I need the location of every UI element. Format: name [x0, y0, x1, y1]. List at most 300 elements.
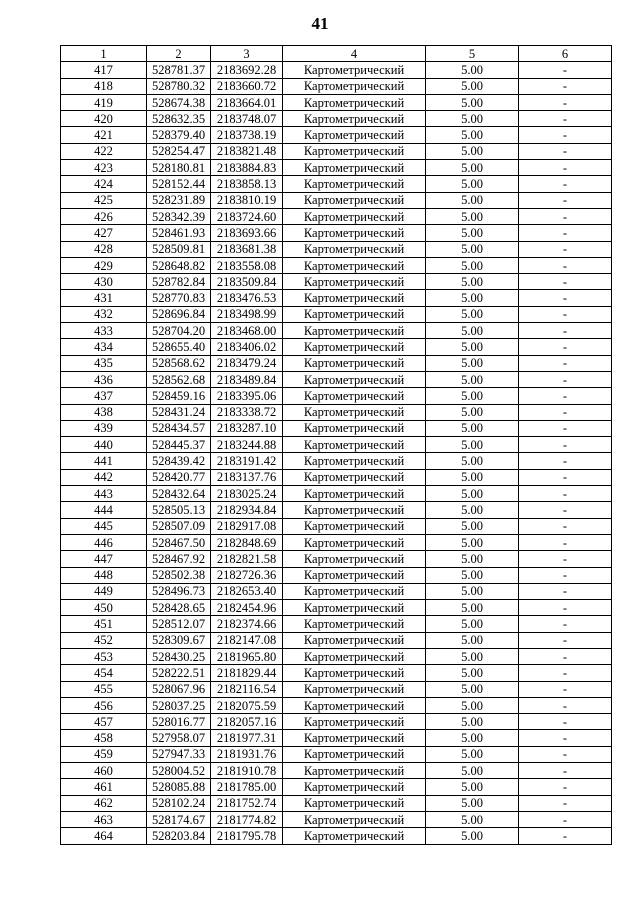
point-number-cell: 431 [61, 290, 147, 306]
x-coordinate-cell: 528780.32 [147, 78, 211, 94]
description-cell: - [519, 714, 612, 730]
description-cell: - [519, 730, 612, 746]
description-cell: - [519, 176, 612, 192]
method-cell: Картометрический [283, 730, 426, 746]
y-coordinate-cell: 2181965.80 [211, 648, 283, 664]
table-row [61, 192, 612, 208]
table-row [61, 437, 612, 453]
accuracy-cell: 5.00 [426, 339, 519, 355]
point-number-cell: 432 [61, 306, 147, 322]
y-coordinate-cell: 2183693.66 [211, 225, 283, 241]
table-header-row [61, 46, 612, 62]
accuracy-cell: 5.00 [426, 567, 519, 583]
description-cell: - [519, 225, 612, 241]
method-cell: Картометрический [283, 241, 426, 257]
table-row [61, 616, 612, 632]
description-cell: - [519, 763, 612, 779]
table-row [61, 697, 612, 713]
table-row [61, 306, 612, 322]
table-row [61, 828, 612, 844]
point-number-cell: 454 [61, 665, 147, 681]
point-number-cell: 430 [61, 274, 147, 290]
description-cell: - [519, 339, 612, 355]
accuracy-cell: 5.00 [426, 502, 519, 518]
description-cell: - [519, 746, 612, 762]
x-coordinate-cell: 528770.83 [147, 290, 211, 306]
method-cell: Картометрический [283, 502, 426, 518]
point-number-cell: 451 [61, 616, 147, 632]
x-coordinate-cell: 528231.89 [147, 192, 211, 208]
point-number-cell: 450 [61, 600, 147, 616]
x-coordinate-cell: 528037.25 [147, 697, 211, 713]
x-coordinate-cell: 528568.62 [147, 355, 211, 371]
accuracy-cell: 5.00 [426, 665, 519, 681]
point-number-cell: 424 [61, 176, 147, 192]
method-cell: Картометрический [283, 811, 426, 827]
x-coordinate-cell: 528632.35 [147, 111, 211, 127]
accuracy-cell: 5.00 [426, 371, 519, 387]
description-cell: - [519, 486, 612, 502]
description-cell: - [519, 534, 612, 550]
x-coordinate-cell: 528174.67 [147, 811, 211, 827]
accuracy-cell: 5.00 [426, 404, 519, 420]
x-coordinate-cell: 528430.25 [147, 648, 211, 664]
x-coordinate-cell: 528180.81 [147, 160, 211, 176]
y-coordinate-cell: 2182454.96 [211, 600, 283, 616]
method-cell: Картометрический [283, 192, 426, 208]
accuracy-cell: 5.00 [426, 420, 519, 436]
y-coordinate-cell: 2182057.16 [211, 714, 283, 730]
method-cell: Картометрический [283, 388, 426, 404]
accuracy-cell: 5.00 [426, 551, 519, 567]
column-header: 2 [147, 46, 211, 62]
accuracy-cell: 5.00 [426, 274, 519, 290]
point-number-cell: 449 [61, 583, 147, 599]
method-cell: Картометрический [283, 323, 426, 339]
accuracy-cell: 5.00 [426, 583, 519, 599]
description-cell: - [519, 388, 612, 404]
method-cell: Картометрический [283, 779, 426, 795]
point-number-cell: 425 [61, 192, 147, 208]
table-row [61, 241, 612, 257]
description-cell: - [519, 208, 612, 224]
point-number-cell: 420 [61, 111, 147, 127]
table-row [61, 160, 612, 176]
point-number-cell: 452 [61, 632, 147, 648]
point-number-cell: 462 [61, 795, 147, 811]
y-coordinate-cell: 2183479.24 [211, 355, 283, 371]
table-row [61, 551, 612, 567]
method-cell: Картометрический [283, 600, 426, 616]
y-coordinate-cell: 2182821.58 [211, 551, 283, 567]
method-cell: Картометрический [283, 437, 426, 453]
point-number-cell: 438 [61, 404, 147, 420]
table-row [61, 404, 612, 420]
method-cell: Картометрический [283, 583, 426, 599]
y-coordinate-cell: 2183884.83 [211, 160, 283, 176]
table-row [61, 583, 612, 599]
description-cell: - [519, 681, 612, 697]
method-cell: Картометрический [283, 257, 426, 273]
description-cell: - [519, 371, 612, 387]
table-row [61, 339, 612, 355]
table-row [61, 371, 612, 387]
accuracy-cell: 5.00 [426, 437, 519, 453]
y-coordinate-cell: 2183489.84 [211, 371, 283, 387]
y-coordinate-cell: 2181829.44 [211, 665, 283, 681]
method-cell: Картометрический [283, 290, 426, 306]
y-coordinate-cell: 2182917.08 [211, 518, 283, 534]
method-cell: Картометрический [283, 681, 426, 697]
description-cell: - [519, 648, 612, 664]
method-cell: Картометрический [283, 795, 426, 811]
y-coordinate-cell: 2183025.24 [211, 486, 283, 502]
description-cell: - [519, 111, 612, 127]
x-coordinate-cell: 528445.37 [147, 437, 211, 453]
table-row [61, 730, 612, 746]
accuracy-cell: 5.00 [426, 828, 519, 844]
y-coordinate-cell: 2183821.48 [211, 143, 283, 159]
y-coordinate-cell: 2183498.99 [211, 306, 283, 322]
y-coordinate-cell: 2183858.13 [211, 176, 283, 192]
point-number-cell: 459 [61, 746, 147, 762]
point-number-cell: 455 [61, 681, 147, 697]
method-cell: Картометрический [283, 453, 426, 469]
point-number-cell: 421 [61, 127, 147, 143]
accuracy-cell: 5.00 [426, 143, 519, 159]
point-number-cell: 435 [61, 355, 147, 371]
method-cell: Картометрический [283, 763, 426, 779]
point-number-cell: 463 [61, 811, 147, 827]
accuracy-cell: 5.00 [426, 763, 519, 779]
description-cell: - [519, 290, 612, 306]
description-cell: - [519, 453, 612, 469]
x-coordinate-cell: 528309.67 [147, 632, 211, 648]
accuracy-cell: 5.00 [426, 192, 519, 208]
y-coordinate-cell: 2183660.72 [211, 78, 283, 94]
table-row [61, 600, 612, 616]
description-cell: - [519, 551, 612, 567]
table-row [61, 225, 612, 241]
y-coordinate-cell: 2181752.74 [211, 795, 283, 811]
description-cell: - [519, 583, 612, 599]
x-coordinate-cell: 528782.84 [147, 274, 211, 290]
y-coordinate-cell: 2183244.88 [211, 437, 283, 453]
accuracy-cell: 5.00 [426, 453, 519, 469]
x-coordinate-cell: 528203.84 [147, 828, 211, 844]
point-number-cell: 422 [61, 143, 147, 159]
description-cell: - [519, 518, 612, 534]
column-header: 5 [426, 46, 519, 62]
x-coordinate-cell: 528505.13 [147, 502, 211, 518]
y-coordinate-cell: 2183664.01 [211, 94, 283, 110]
accuracy-cell: 5.00 [426, 600, 519, 616]
accuracy-cell: 5.00 [426, 241, 519, 257]
description-cell: - [519, 420, 612, 436]
x-coordinate-cell: 528004.52 [147, 763, 211, 779]
description-cell: - [519, 665, 612, 681]
point-number-cell: 434 [61, 339, 147, 355]
table-body [61, 62, 612, 844]
point-number-cell: 447 [61, 551, 147, 567]
accuracy-cell: 5.00 [426, 257, 519, 273]
point-number-cell: 446 [61, 534, 147, 550]
description-cell: - [519, 828, 612, 844]
y-coordinate-cell: 2182075.59 [211, 697, 283, 713]
y-coordinate-cell: 2183406.02 [211, 339, 283, 355]
x-coordinate-cell: 528379.40 [147, 127, 211, 143]
x-coordinate-cell: 528085.88 [147, 779, 211, 795]
y-coordinate-cell: 2183191.42 [211, 453, 283, 469]
description-cell: - [519, 62, 612, 78]
point-number-cell: 439 [61, 420, 147, 436]
x-coordinate-cell: 528467.92 [147, 551, 211, 567]
description-cell: - [519, 795, 612, 811]
x-coordinate-cell: 528342.39 [147, 208, 211, 224]
method-cell: Картометрический [283, 404, 426, 420]
y-coordinate-cell: 2182374.66 [211, 616, 283, 632]
x-coordinate-cell: 528696.84 [147, 306, 211, 322]
x-coordinate-cell: 528420.77 [147, 469, 211, 485]
method-cell: Картометрический [283, 78, 426, 94]
y-coordinate-cell: 2183287.10 [211, 420, 283, 436]
y-coordinate-cell: 2181931.76 [211, 746, 283, 762]
accuracy-cell: 5.00 [426, 388, 519, 404]
x-coordinate-cell: 528428.65 [147, 600, 211, 616]
description-cell: - [519, 274, 612, 290]
accuracy-cell: 5.00 [426, 714, 519, 730]
y-coordinate-cell: 2183558.08 [211, 257, 283, 273]
y-coordinate-cell: 2183468.00 [211, 323, 283, 339]
method-cell: Картометрический [283, 828, 426, 844]
description-cell: - [519, 811, 612, 827]
x-coordinate-cell: 527947.33 [147, 746, 211, 762]
table-row [61, 632, 612, 648]
y-coordinate-cell: 2182726.36 [211, 567, 283, 583]
accuracy-cell: 5.00 [426, 697, 519, 713]
table-row [61, 534, 612, 550]
point-number-cell: 441 [61, 453, 147, 469]
method-cell: Картометрический [283, 665, 426, 681]
accuracy-cell: 5.00 [426, 290, 519, 306]
y-coordinate-cell: 2183509.84 [211, 274, 283, 290]
y-coordinate-cell: 2183692.28 [211, 62, 283, 78]
x-coordinate-cell: 528016.77 [147, 714, 211, 730]
accuracy-cell: 5.00 [426, 62, 519, 78]
accuracy-cell: 5.00 [426, 208, 519, 224]
x-coordinate-cell: 528562.68 [147, 371, 211, 387]
accuracy-cell: 5.00 [426, 486, 519, 502]
description-cell: - [519, 355, 612, 371]
method-cell: Картометрический [283, 697, 426, 713]
point-number-cell: 426 [61, 208, 147, 224]
description-cell: - [519, 697, 612, 713]
method-cell: Картометрический [283, 551, 426, 567]
method-cell: Картометрический [283, 176, 426, 192]
y-coordinate-cell: 2183137.76 [211, 469, 283, 485]
table-row [61, 746, 612, 762]
method-cell: Картометрический [283, 208, 426, 224]
accuracy-cell: 5.00 [426, 534, 519, 550]
x-coordinate-cell: 528459.16 [147, 388, 211, 404]
x-coordinate-cell: 528067.96 [147, 681, 211, 697]
x-coordinate-cell: 528461.93 [147, 225, 211, 241]
table-row [61, 388, 612, 404]
method-cell: Картометрический [283, 420, 426, 436]
accuracy-cell: 5.00 [426, 111, 519, 127]
method-cell: Картометрический [283, 534, 426, 550]
x-coordinate-cell: 527958.07 [147, 730, 211, 746]
x-coordinate-cell: 528254.47 [147, 143, 211, 159]
table-row [61, 323, 612, 339]
y-coordinate-cell: 2183810.19 [211, 192, 283, 208]
x-coordinate-cell: 528439.42 [147, 453, 211, 469]
column-header: 1 [61, 46, 147, 62]
x-coordinate-cell: 528496.73 [147, 583, 211, 599]
table-row [61, 208, 612, 224]
table-row [61, 290, 612, 306]
y-coordinate-cell: 2183724.60 [211, 208, 283, 224]
accuracy-cell: 5.00 [426, 811, 519, 827]
y-coordinate-cell: 2183748.07 [211, 111, 283, 127]
description-cell: - [519, 437, 612, 453]
coordinates-table [60, 45, 612, 845]
y-coordinate-cell: 2183476.53 [211, 290, 283, 306]
method-cell: Картометрический [283, 616, 426, 632]
method-cell: Картометрический [283, 632, 426, 648]
x-coordinate-cell: 528431.24 [147, 404, 211, 420]
point-number-cell: 453 [61, 648, 147, 664]
accuracy-cell: 5.00 [426, 225, 519, 241]
accuracy-cell: 5.00 [426, 779, 519, 795]
table-row [61, 714, 612, 730]
accuracy-cell: 5.00 [426, 681, 519, 697]
description-cell: - [519, 192, 612, 208]
x-coordinate-cell: 528648.82 [147, 257, 211, 273]
accuracy-cell: 5.00 [426, 746, 519, 762]
y-coordinate-cell: 2183681.38 [211, 241, 283, 257]
description-cell: - [519, 127, 612, 143]
accuracy-cell: 5.00 [426, 469, 519, 485]
table-row [61, 62, 612, 78]
table-row [61, 518, 612, 534]
description-cell: - [519, 257, 612, 273]
description-cell: - [519, 94, 612, 110]
y-coordinate-cell: 2182116.54 [211, 681, 283, 697]
x-coordinate-cell: 528434.57 [147, 420, 211, 436]
point-number-cell: 464 [61, 828, 147, 844]
accuracy-cell: 5.00 [426, 94, 519, 110]
method-cell: Картометрический [283, 339, 426, 355]
method-cell: Картометрический [283, 306, 426, 322]
method-cell: Картометрический [283, 160, 426, 176]
accuracy-cell: 5.00 [426, 176, 519, 192]
table-row [61, 567, 612, 583]
method-cell: Картометрический [283, 469, 426, 485]
column-header: 3 [211, 46, 283, 62]
point-number-cell: 461 [61, 779, 147, 795]
accuracy-cell: 5.00 [426, 160, 519, 176]
table-row [61, 779, 612, 795]
table-row [61, 648, 612, 664]
description-cell: - [519, 502, 612, 518]
accuracy-cell: 5.00 [426, 355, 519, 371]
y-coordinate-cell: 2181774.82 [211, 811, 283, 827]
x-coordinate-cell: 528152.44 [147, 176, 211, 192]
column-header: 4 [283, 46, 426, 62]
x-coordinate-cell: 528467.50 [147, 534, 211, 550]
point-number-cell: 458 [61, 730, 147, 746]
table-row [61, 274, 612, 290]
method-cell: Картометрический [283, 274, 426, 290]
description-cell: - [519, 469, 612, 485]
method-cell: Картометрический [283, 143, 426, 159]
point-number-cell: 457 [61, 714, 147, 730]
y-coordinate-cell: 2182848.69 [211, 534, 283, 550]
accuracy-cell: 5.00 [426, 616, 519, 632]
method-cell: Картометрический [283, 127, 426, 143]
point-number-cell: 440 [61, 437, 147, 453]
x-coordinate-cell: 528102.24 [147, 795, 211, 811]
y-coordinate-cell: 2181910.78 [211, 763, 283, 779]
table-row [61, 502, 612, 518]
point-number-cell: 456 [61, 697, 147, 713]
accuracy-cell: 5.00 [426, 306, 519, 322]
point-number-cell: 423 [61, 160, 147, 176]
point-number-cell: 433 [61, 323, 147, 339]
method-cell: Картометрический [283, 62, 426, 78]
table-row [61, 127, 612, 143]
method-cell: Картометрический [283, 518, 426, 534]
table-row [61, 811, 612, 827]
point-number-cell: 436 [61, 371, 147, 387]
accuracy-cell: 5.00 [426, 78, 519, 94]
method-cell: Картометрический [283, 94, 426, 110]
table-row [61, 486, 612, 502]
x-coordinate-cell: 528674.38 [147, 94, 211, 110]
method-cell: Картометрический [283, 746, 426, 762]
table-row [61, 665, 612, 681]
point-number-cell: 442 [61, 469, 147, 485]
table-row [61, 763, 612, 779]
point-number-cell: 460 [61, 763, 147, 779]
x-coordinate-cell: 528507.09 [147, 518, 211, 534]
description-cell: - [519, 323, 612, 339]
method-cell: Картометрический [283, 714, 426, 730]
y-coordinate-cell: 2183338.72 [211, 404, 283, 420]
method-cell: Картометрический [283, 225, 426, 241]
y-coordinate-cell: 2181785.00 [211, 779, 283, 795]
table-row [61, 355, 612, 371]
point-number-cell: 444 [61, 502, 147, 518]
table-row [61, 94, 612, 110]
y-coordinate-cell: 2183395.06 [211, 388, 283, 404]
accuracy-cell: 5.00 [426, 127, 519, 143]
accuracy-cell: 5.00 [426, 648, 519, 664]
description-cell: - [519, 632, 612, 648]
y-coordinate-cell: 2182147.08 [211, 632, 283, 648]
point-number-cell: 419 [61, 94, 147, 110]
accuracy-cell: 5.00 [426, 323, 519, 339]
table-row [61, 143, 612, 159]
point-number-cell: 429 [61, 257, 147, 273]
description-cell: - [519, 241, 612, 257]
y-coordinate-cell: 2181795.78 [211, 828, 283, 844]
x-coordinate-cell: 528432.64 [147, 486, 211, 502]
x-coordinate-cell: 528502.38 [147, 567, 211, 583]
accuracy-cell: 5.00 [426, 518, 519, 534]
x-coordinate-cell: 528781.37 [147, 62, 211, 78]
